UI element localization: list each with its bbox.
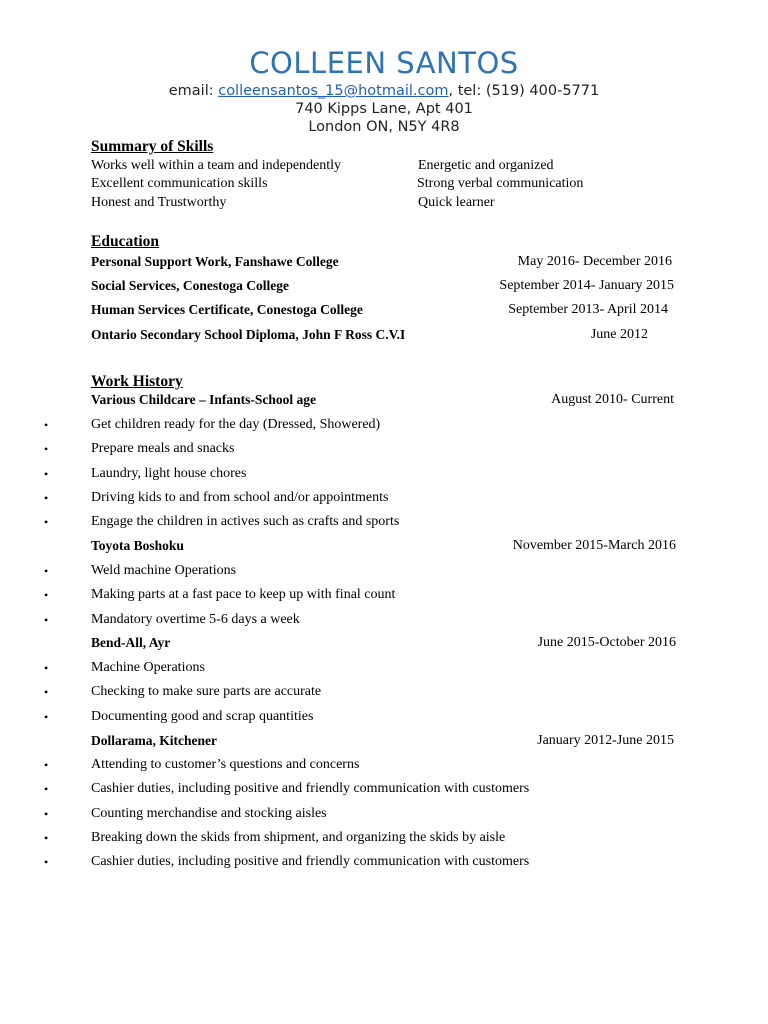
job-title: Bend-All, Ayr — [91, 635, 171, 650]
bullet: • — [44, 807, 49, 821]
bullet: • — [44, 588, 49, 602]
skill-item: Works well within a team and independently — [91, 158, 342, 173]
address-line-1: 740 Kipps Lane, Apt 401 — [295, 101, 473, 117]
bullet: • — [44, 782, 49, 796]
bullet: • — [44, 467, 49, 481]
job-duty: Cashier duties, including positive and friendly communication with customers — [91, 854, 530, 869]
education-title: Personal Support Work, Fanshawe College — [91, 254, 339, 269]
job-duty: Machine Operations — [91, 660, 205, 675]
job-duty: Cashier duties, including positive and friendly communication with customers — [91, 781, 530, 796]
bullet: • — [44, 418, 49, 432]
education-date: September 2013- April 2014 — [508, 302, 668, 317]
bullet: • — [44, 491, 49, 505]
education-date: June 2012 — [590, 327, 648, 342]
contact-line — [0, 82, 768, 100]
education-title: Social Services, Conestoga College — [91, 278, 289, 293]
bullet: • — [44, 515, 49, 529]
job-date: June 2015-October 2016 — [537, 635, 676, 650]
skill-item: Energetic and organized — [418, 158, 554, 173]
job-duty: Driving kids to and from school and/or appointments — [91, 490, 389, 505]
bullet: • — [44, 831, 49, 845]
job-date: August 2010- Current — [551, 392, 674, 407]
job-duty: Engage the children in actives such as crafts and sports — [91, 514, 400, 529]
job-duty: Counting merchandise and stocking aisles — [91, 806, 327, 821]
bullet: • — [44, 564, 49, 578]
bullet: • — [44, 685, 49, 699]
bullet: • — [44, 442, 49, 456]
job-title: Dollarama, Kitchener — [91, 733, 217, 748]
education-title: Ontario Secondary School Diploma, John F Ross C.V.I — [91, 327, 406, 342]
job-duty: Mandatory overtime 5-6 days a week — [91, 612, 300, 627]
job-duty: Get children ready for the day (Dressed, Showered) — [91, 417, 381, 432]
job-duty: Documenting good and scrap quantities — [91, 709, 314, 724]
skill-item: Honest and Trustworthy — [91, 195, 227, 210]
address-line-2: London ON, N5Y 4R8 — [308, 119, 460, 135]
job-date: January 2012-June 2015 — [537, 733, 674, 748]
bullet: • — [44, 710, 49, 724]
job-duty: Checking to make sure parts are accurate — [91, 684, 322, 699]
job-title: Toyota Boshoku — [91, 538, 184, 553]
job-date: November 2015-March 2016 — [512, 538, 676, 553]
job-duty: Attending to customer’s questions and concerns — [91, 757, 360, 772]
bullet: • — [44, 613, 49, 627]
phone-text: , tel: (519) 400-5771 — [448, 83, 600, 99]
job-title: Various Childcare – Infants-School age — [91, 392, 317, 407]
skill-item: Excellent communication skills — [91, 176, 268, 191]
education-heading: Education — [91, 233, 160, 250]
work-heading: Work History — [91, 373, 183, 390]
job-duty: Laundry, light house chores — [91, 466, 247, 481]
email-label: email: — [168, 83, 219, 99]
skill-item: Quick learner — [418, 195, 495, 210]
email-link[interactable]: colleensantos_15@hotmail.com — [218, 83, 449, 99]
resume-header — [0, 44, 768, 136]
education-title: Human Services Certificate, Conestoga College — [91, 302, 363, 317]
skill-item: Strong verbal communication — [417, 176, 584, 191]
job-duty: Prepare meals and snacks — [91, 441, 235, 456]
job-duty: Breaking down the skids from shipment, and organizing the skids by aisle — [91, 830, 506, 845]
bullet: • — [44, 855, 49, 869]
education-date: September 2014- January 2015 — [499, 278, 674, 293]
candidate-name: COLLEEN SANTOS — [249, 46, 519, 80]
bullet: • — [44, 758, 49, 772]
education-date: May 2016- December 2016 — [517, 254, 672, 269]
skills-heading: Summary of Skills — [91, 138, 214, 155]
job-duty: Making parts at a fast pace to keep up with final count — [91, 587, 396, 602]
bullet: • — [44, 661, 49, 675]
job-duty: Weld machine Operations — [91, 563, 237, 578]
